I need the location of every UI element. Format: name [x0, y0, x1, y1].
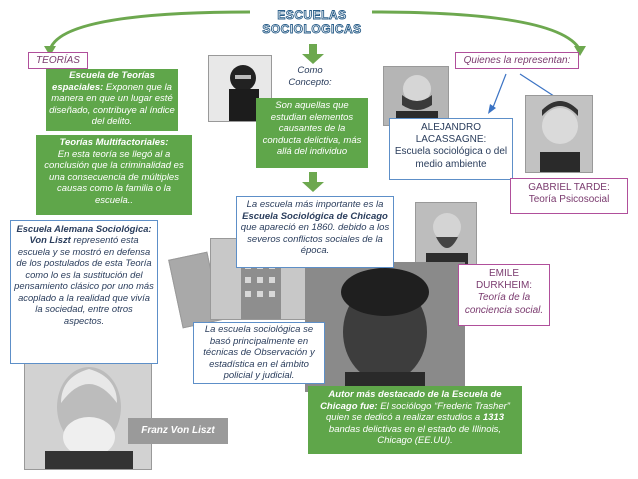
observacion-box	[193, 322, 325, 384]
thrasher-box	[308, 386, 522, 454]
title-line2: SOCIOLOGICAS	[262, 22, 362, 36]
alemana-liszt: Von Liszt	[29, 234, 71, 246]
thrasher-text-b: bandas delictivas en el estado de Illinois, Chicago (EE.UU).	[328, 423, 502, 447]
chicago-bold: Escuela Sociológica de Chicago	[242, 210, 388, 222]
multifactoriales-box	[36, 135, 192, 215]
espaciales-title: Escuela de Teorías espaciales:	[52, 70, 155, 93]
multifactoriales-text: En esta teoría se llegó al a conclusión que la criminalidad es una consecuencia de múltiples causas como la familia o la escuela..	[44, 148, 184, 206]
tarde-text: Teoría Psicosocial	[528, 194, 610, 206]
concepto-text: Son aquellas que estudian elementos causantes de la conducta delictiva, más allá del individuo	[262, 100, 362, 158]
chicago-pre: La escuela más importante es la	[246, 199, 384, 210]
teorias-label: TEORÍAS	[28, 52, 88, 69]
durkheim-photo	[415, 202, 477, 268]
main-title	[262, 8, 362, 36]
lacassagne-photo	[383, 66, 449, 126]
thrasher-title: Autor más destacado de la Escuela de Chicago fue:	[320, 389, 502, 412]
lacassagne-name: ALEJANDRO LACASSAGNE:	[415, 122, 487, 146]
chicago-box	[236, 196, 394, 268]
alemana-title: Escuela Alemana Sociológica:	[16, 223, 152, 234]
espaciales-text: Exponen que la manera en que un lugar esté diseñado, contribuye al índice del delito.	[49, 81, 175, 128]
durkheim-name: EMILE DURKHEIM:	[475, 268, 533, 292]
durkheim-box	[458, 264, 550, 326]
tarde-box	[510, 178, 628, 214]
concepto-box	[256, 98, 368, 168]
como-concepto-label: Como Concepto:	[288, 65, 332, 88]
lacassagne-text: Escuela sociológica o del medio ambiente	[394, 146, 508, 170]
chicago-post: que apareció en 1860. debido a los severos conflictos sociales de la época.	[240, 222, 390, 257]
thrasher-count: 1313	[482, 412, 504, 424]
alemana-box	[10, 220, 158, 364]
quienes-label: Quienes la representan:	[455, 52, 579, 69]
lacassagne-box	[389, 118, 513, 180]
tarde-photo	[525, 95, 593, 173]
multifactoriales-title: Teorías Multifactoriales:	[59, 137, 169, 148]
gang-member-photo	[305, 262, 465, 392]
alemana-text: representó esta escuela y se mostró en defensa de los postulados de esta Teoría como lo es la sustitución del pensamiento clásico por uno más acoplado a la realidad que vivía la sociedad, entre otros aspectos.	[14, 234, 154, 326]
durkheim-text: Teoría de la conciencia social.	[464, 292, 544, 316]
observacion-text: La escuela sociológica se basó principalmente en técnicas de Observación y estadística en el ámbito policial y judicial.	[203, 324, 315, 382]
liszt-photo	[24, 350, 152, 470]
thrasher-text-a: El sociólogo “Frederic Trasher” quien se dedicó a realizar estudios a	[326, 400, 510, 424]
title-line1: ESCUELAS	[277, 8, 347, 22]
tarde-name: GABRIEL TARDE:	[528, 182, 610, 193]
liszt-caption: Franz Von Liszt	[128, 418, 228, 444]
espaciales-box	[46, 69, 178, 131]
